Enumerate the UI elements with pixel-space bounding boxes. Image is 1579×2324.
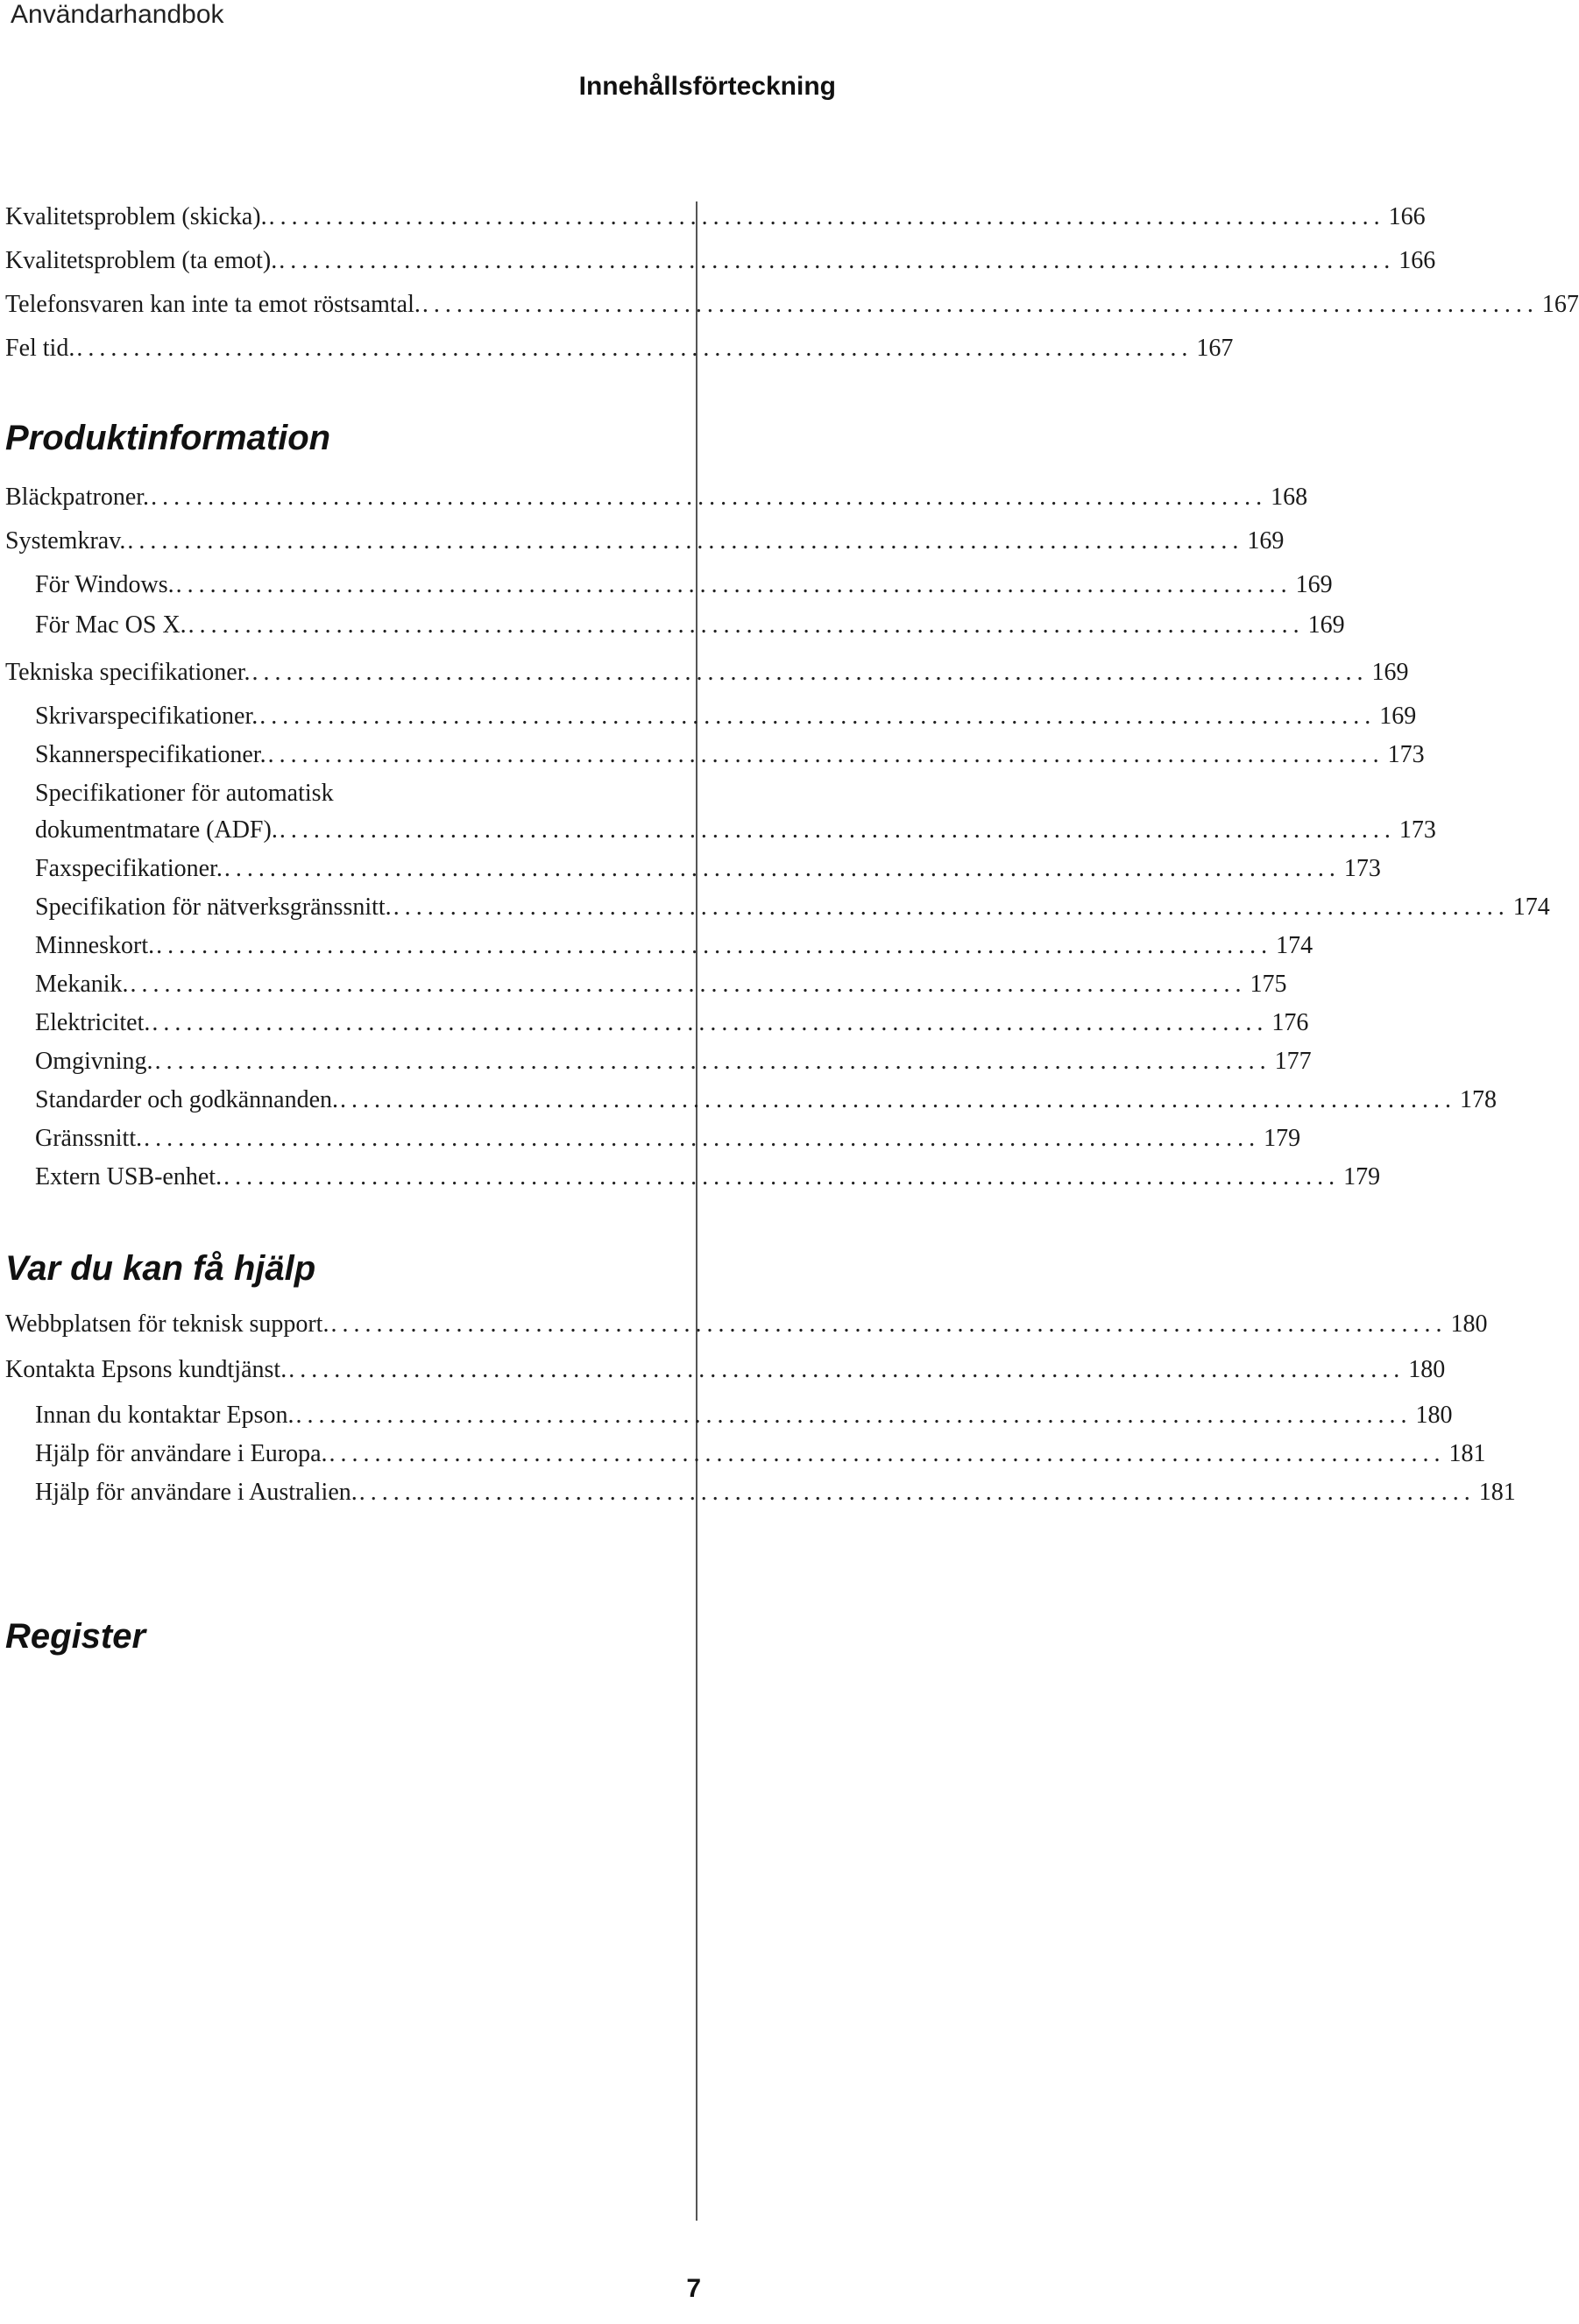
toc-leader-dots: .................................................................................................. — [279, 816, 1396, 844]
toc-subentry[interactable] — [35, 927, 1313, 965]
toc-entry-title: Specifikation för nätverksgränssnitt. — [35, 894, 392, 921]
toc-leader-dots: .................................................................................................. — [421, 291, 1539, 318]
toc-leader-dots: .................................................................................................. — [358, 1479, 1476, 1506]
toc-entry-page: 180 — [1415, 1402, 1453, 1429]
toc-entry-title: Systemkrav. — [5, 527, 126, 555]
toc-leader-dots: .................................................................................................. — [156, 932, 1273, 959]
toc-entry-title: Webbplatsen för teknisk support. — [5, 1310, 329, 1338]
toc-entry-page: 169 — [1295, 571, 1333, 598]
toc-subentry[interactable] — [35, 606, 1345, 645]
toc-subentry[interactable] — [35, 697, 1417, 736]
toc-entry-title: Bläckpatroner. — [5, 484, 150, 511]
toc-subentry[interactable] — [35, 888, 1550, 927]
toc-entry-title: Kvalitetsproblem (ta emot). — [5, 247, 278, 274]
section-title: Innehållsförteckning — [578, 72, 836, 101]
manual-title: Användarhandbok — [11, 0, 224, 29]
toc-entry-page: 179 — [1264, 1125, 1301, 1152]
toc-entry-title: Skannerspecifikationer. — [35, 741, 266, 768]
toc-leader-dots: .................................................................................................. — [175, 571, 1292, 598]
section-heading: Register — [5, 1617, 146, 1656]
toc-entry[interactable] — [5, 1351, 1446, 1389]
toc-subentry[interactable] — [35, 1042, 1312, 1081]
toc-entry-page: 178 — [1460, 1086, 1497, 1113]
toc-entry-title: dokumentmatare (ADF). — [35, 816, 278, 844]
toc-subentry-line1: Specifikationer för automatisk — [35, 780, 334, 807]
toc-entry-page: 168 — [1271, 484, 1308, 511]
toc-entry[interactable] — [5, 478, 1308, 517]
toc-entry-title: Kvalitetsproblem (skicka). — [5, 203, 267, 230]
toc-entry-title: Skrivarspecifikationer. — [35, 703, 258, 730]
toc-leader-dots: .................................................................................................. — [330, 1310, 1448, 1338]
toc-leader-dots: .................................................................................................. — [154, 1048, 1271, 1075]
toc-leader-dots: .................................................................................................. — [251, 659, 1369, 686]
toc-entry-page: 175 — [1250, 971, 1287, 998]
toc-subentry[interactable] — [35, 1158, 1381, 1197]
toc-entry-page: 173 — [1398, 816, 1436, 844]
toc-entry[interactable] — [5, 653, 1409, 692]
toc-subentry[interactable] — [35, 850, 1381, 888]
toc-entry-page: 166 — [1388, 203, 1426, 230]
toc-leader-dots: .................................................................................................. — [223, 1163, 1341, 1190]
toc-entry-page: 181 — [1448, 1440, 1486, 1467]
toc-entry-title: Fel tid. — [5, 335, 75, 362]
toc-entry-page: 169 — [1379, 703, 1417, 730]
toc-entry-title: För Mac OS X. — [35, 611, 187, 639]
toc-entry[interactable] — [5, 1305, 1488, 1344]
toc-subentry[interactable] — [35, 566, 1333, 604]
toc-entry-title: Standarder och godkännanden. — [35, 1086, 338, 1113]
toc-subentry[interactable] — [35, 1081, 1497, 1120]
toc-entry-page: 169 — [1247, 527, 1285, 555]
toc-entry-page: 166 — [1398, 247, 1436, 274]
toc-subentry[interactable] — [35, 1473, 1516, 1512]
toc-entry-title: Faxspecifikationer. — [35, 855, 223, 882]
toc-entry-title: Tekniska specifikationer. — [5, 659, 251, 686]
toc-subentry[interactable] — [35, 1435, 1486, 1473]
toc-entry-title: Mekanik. — [35, 971, 129, 998]
toc-leader-dots: .................................................................................................. — [152, 1009, 1269, 1036]
toc-entry[interactable] — [5, 286, 1579, 324]
toc-entry-title: Elektricitet. — [35, 1009, 151, 1036]
toc-entry-title: Innan du kontaktar Epson. — [35, 1402, 294, 1429]
toc-entry-page: 173 — [1343, 855, 1381, 882]
toc-entry-title: Gränssnitt. — [35, 1125, 143, 1152]
toc-entry-title: Telefonsvaren kan inte ta emot röstsamtal. — [5, 291, 421, 318]
section-heading: Var du kan få hjälp — [5, 1249, 316, 1288]
toc-entry-page: 169 — [1371, 659, 1409, 686]
toc-entry-page: 177 — [1274, 1048, 1312, 1075]
toc-entry[interactable] — [5, 242, 1436, 280]
toc-entry-page: 180 — [1408, 1356, 1446, 1383]
toc-entry-title: Hjälp för användare i Europa. — [35, 1440, 328, 1467]
toc-leader-dots: .................................................................................................. — [188, 611, 1305, 639]
toc-leader-dots: .................................................................................................. — [393, 894, 1510, 921]
toc-leader-dots: .................................................................................................. — [267, 741, 1384, 768]
toc-entry-page: 167 — [1196, 335, 1234, 362]
toc-entry-title: Minneskort. — [35, 932, 155, 959]
toc-leader-dots: .................................................................................................. — [329, 1440, 1446, 1467]
toc-entry-title: För Windows. — [35, 571, 174, 598]
toc-leader-dots: .................................................................................................. — [130, 971, 1247, 998]
toc-entry-title: Extern USB-enhet. — [35, 1163, 223, 1190]
section-heading: Produktinformation — [5, 419, 331, 457]
toc-entry-title: Omgivning. — [35, 1048, 153, 1075]
toc-leader-dots: .................................................................................................. — [76, 335, 1193, 362]
toc-entry[interactable] — [5, 198, 1426, 237]
toc-leader-dots: .................................................................................................. — [340, 1086, 1456, 1113]
toc-entry-page: 174 — [1512, 894, 1550, 921]
toc-entry-title: Kontakta Epsons kundtjänst. — [5, 1356, 287, 1383]
toc-leader-dots: .................................................................................................. — [268, 203, 1385, 230]
toc-entry-page: 181 — [1478, 1479, 1516, 1506]
toc-entry[interactable] — [5, 329, 1234, 368]
page-number: 7 — [686, 2274, 701, 2303]
toc-subentry[interactable] — [35, 736, 1425, 774]
toc-leader-dots: .................................................................................................. — [127, 527, 1244, 555]
toc-subentry[interactable] — [35, 811, 1436, 850]
toc-subentry[interactable] — [35, 1004, 1309, 1042]
toc-entry-page: 176 — [1271, 1009, 1309, 1036]
toc-leader-dots: .................................................................................................. — [223, 855, 1341, 882]
toc-subentry[interactable] — [35, 965, 1287, 1004]
toc-entry[interactable] — [5, 522, 1285, 561]
toc-leader-dots: .................................................................................................. — [295, 1402, 1413, 1429]
toc-entry-page: 174 — [1276, 932, 1313, 959]
toc-leader-dots: .................................................................................................. — [279, 247, 1396, 274]
toc-entry-page: 179 — [1343, 1163, 1381, 1190]
toc-leader-dots: .................................................................................................. — [259, 703, 1377, 730]
toc-entry-page: 167 — [1541, 291, 1579, 318]
toc-entry-page: 173 — [1387, 741, 1425, 768]
toc-entry-title: Hjälp för användare i Australien. — [35, 1479, 358, 1506]
toc-leader-dots: .................................................................................................. — [151, 484, 1268, 511]
toc-entry-page: 169 — [1307, 611, 1345, 639]
toc-entry-page: 180 — [1450, 1310, 1488, 1338]
toc-leader-dots: .................................................................................................. — [288, 1356, 1406, 1383]
toc-subentry[interactable] — [35, 1120, 1301, 1158]
toc-subentry[interactable] — [35, 1396, 1453, 1435]
toc-leader-dots: .................................................................................................. — [144, 1125, 1261, 1152]
